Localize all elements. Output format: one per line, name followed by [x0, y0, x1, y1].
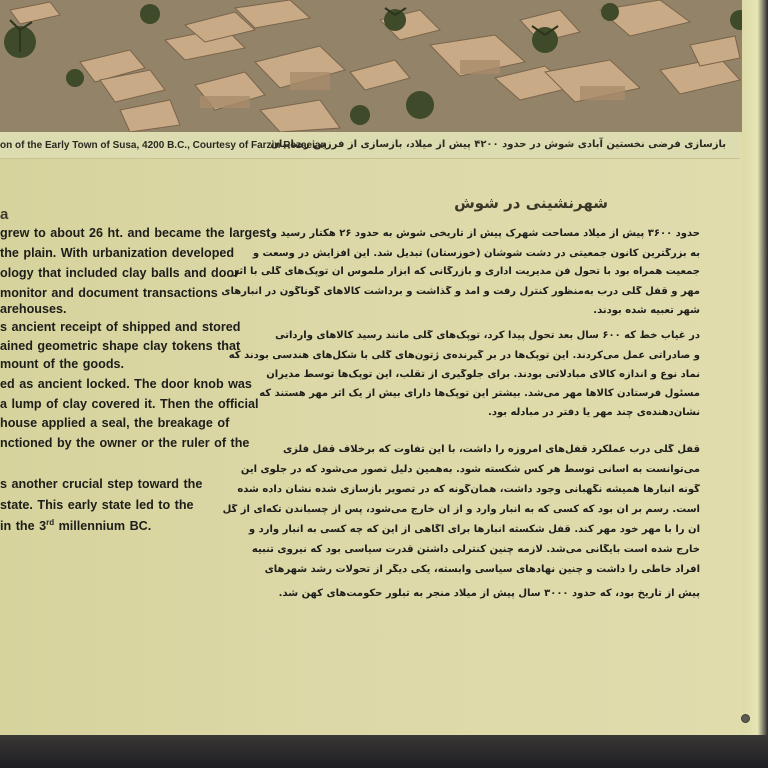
persian-line: گونه انبارها همیشه نگهبانی وجود داشت، همان‌گونه که در تصویر بازسازی شده نشان داده شده — [237, 484, 700, 495]
persian-heading: شهرنشینی در شوش — [454, 194, 608, 212]
persian-line: مهر و قفل گلی درب به‌منظور کنترل رفت و آمد و گذاشت و برداشت کالاهای گوناگون در انبارهای — [221, 286, 700, 297]
persian-line: نماد نوع و اندازه کالای مبادلاتی بودند. برای جلوگیری از تقلب، این توپک‌ها توسط مدیران — [266, 369, 700, 380]
english-heading: a — [0, 206, 9, 223]
persian-line: نشان‌دهنده‌ی چند مهر یا دفتر در مبادله بود. — [488, 407, 700, 418]
english-line: the plain. With urbanization developed — [0, 246, 235, 260]
wall-shadow — [0, 735, 768, 768]
english-line: in the 3rd millennium BC. — [0, 518, 152, 534]
persian-line: حدود ۳۶۰۰ پیش از میلاد مساحت شهرک پیش از تاریخی شوش به حدود ۲۶ هکتار رسید و — [270, 228, 700, 239]
persian-line: پیش از تاریخ بود، که حدود ۳۰۰۰ سال پیش از میلاد منجر به تبلور حکومت‌های کهن شد. — [278, 588, 700, 599]
english-line: mount of the goods. — [0, 357, 125, 371]
english-line: house applied a seal, the breakage of — [0, 416, 230, 430]
persian-line: می‌توانست به آسانی توسط هر کس شکسته شود. به‌همین دلیل تصور می‌شود که در جلوی این — [240, 464, 700, 475]
aerial-reconstruction-photo — [0, 0, 768, 132]
english-line: ained geometric shape clay tokens that — [0, 339, 241, 353]
caption-persian: بازسازی فرضی نخستین آبادی شوش در حدود ۴۲۰۰ پیش از میلاد، بازسازی از فرزین رضاییان — [270, 139, 726, 150]
mounting-screw-icon — [741, 714, 750, 723]
persian-line: به بزرگترین کانون جمعیتی در دشت شوشان (خوزستان) تبدیل شد. این افزایش در وسعت و — [252, 248, 700, 259]
english-line: s ancient receipt of shipped and stored — [0, 320, 241, 334]
english-line: a lump of clay covered it. Then the official — [0, 397, 259, 411]
english-line: monitor and document transactions — [0, 286, 218, 300]
persian-line: شهر تعبیه شده بودند. — [593, 305, 700, 316]
persian-line: آن را با مهر خود مهر کند. قفل شکسته انبارها برای آگاهی از این که چه کسی به انبار وارد و — [248, 524, 700, 535]
persian-line: در غیاب خط که ۶۰۰ سال بعد تحول پیدا کرد، توپک‌های گلی مانند رسید کالاهای وارداتی — [275, 330, 700, 341]
english-line: arehouses. — [0, 302, 67, 316]
persian-line: مسئول فرستادن کالاها مهر می‌شد. بیشتر این توپک‌ها دارای بیش از یک اثر مهر هستند که — [259, 388, 700, 399]
persian-line: جمعیت همراه بود با تحول فن مدیریت اداری و بازرگانی که ابزار ملموس آن توپک‌های گلی با اثر — [233, 266, 700, 277]
persian-line: افراد خاطی را داشت و چنین نهادهای سیاسی وابسته، یکی دیگر از تحولات رشد شهرهای — [264, 564, 700, 575]
persian-line: قفل گلی درب عملکرد قفل‌های امروزه را داشت، با این تفاوت که برخلاف قفل فلزی — [283, 444, 700, 455]
town-illustration — [0, 0, 768, 132]
persian-line: خارج شده است بایگانی می‌شد. لازمه چنین کنترلی داشتن قدرت سیاسی بود که نیروی تنبیه — [251, 544, 700, 555]
panel-edge — [742, 0, 768, 740]
english-line: ed as ancient locked. The door knob was — [0, 377, 252, 391]
caption-english: on of the Early Town of Susa, 4200 B.C., Courtesy of Farzin Rezaeian — [0, 140, 327, 151]
english-line: grew to about 26 ht. and became the largest — [0, 226, 271, 240]
english-line: state. This early state led to the — [0, 498, 194, 512]
persian-line: است. رسم بر آن بود که کسی که به انبار وارد و از آن خارج می‌شود، پس از چسباندن تکه‌ای از گل — [222, 504, 700, 515]
persian-line: و صادراتی عمل می‌کردند. این توپک‌ها در بر گیرنده‌ی ژتون‌های گلی با شکل‌های هندسی بودند که — [228, 350, 700, 361]
english-line: ology that included clay balls and door — [0, 266, 240, 280]
english-line: nctioned by the owner or the ruler of the — [0, 436, 250, 450]
english-line: s another crucial step toward the — [0, 477, 203, 491]
